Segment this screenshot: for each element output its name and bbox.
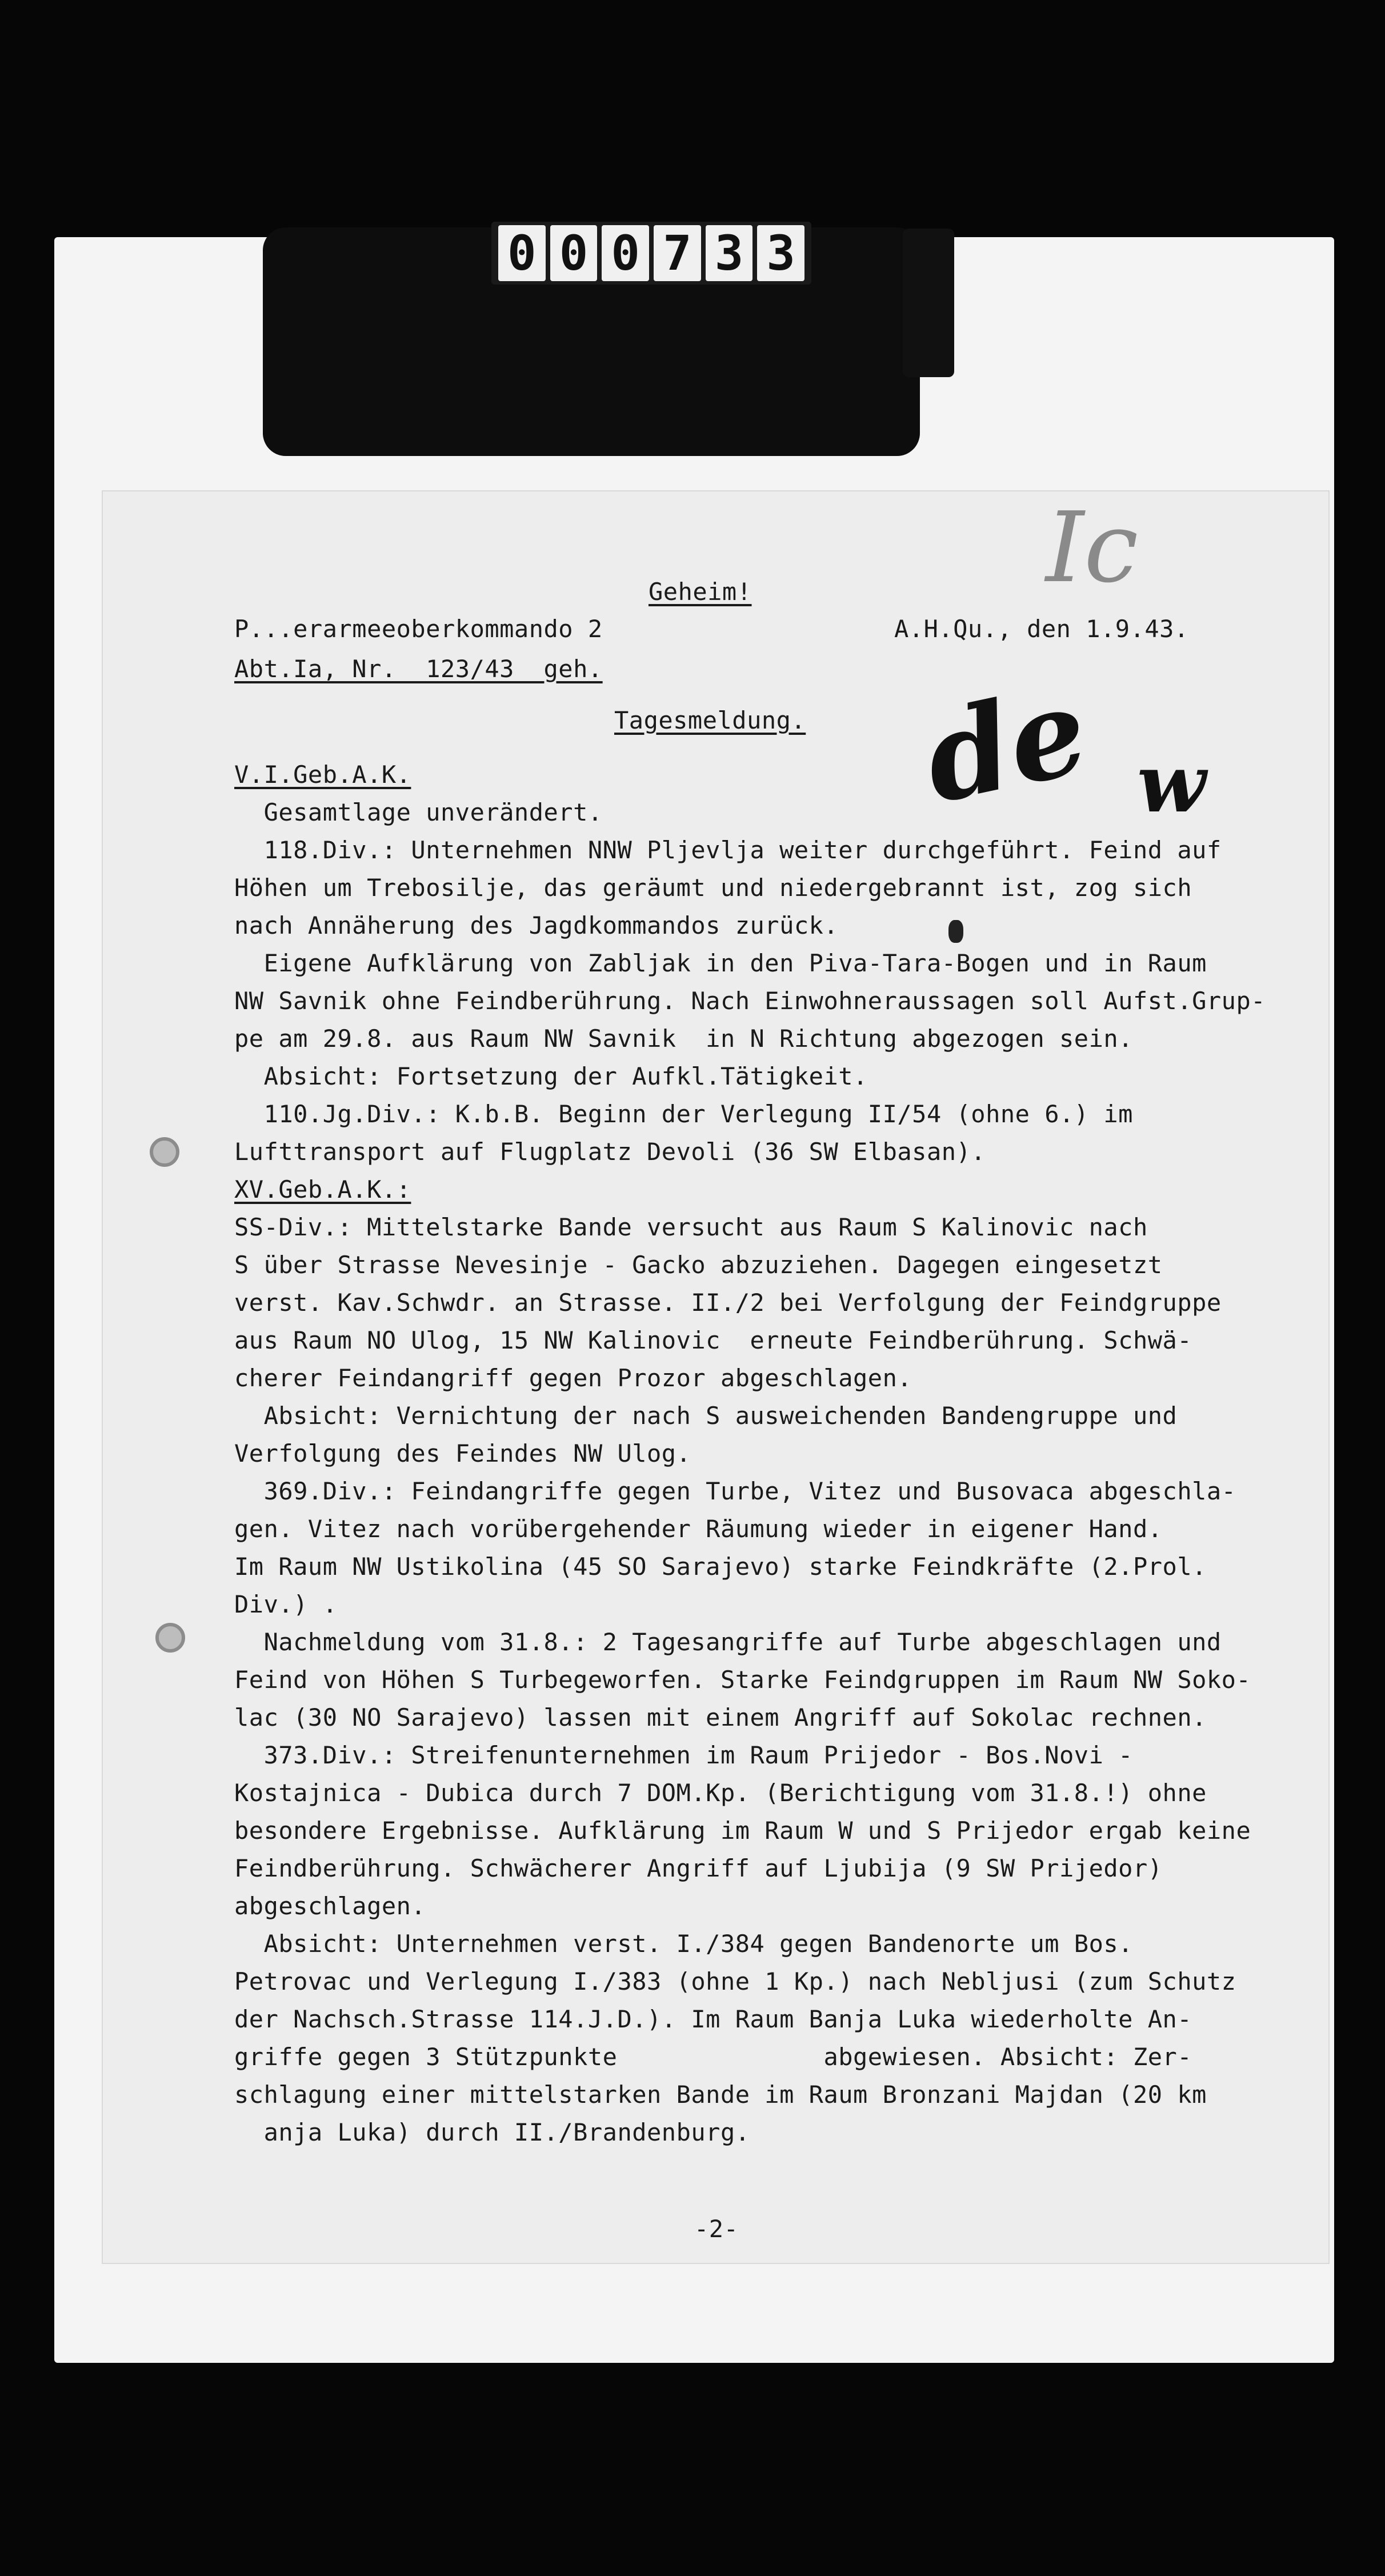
report-line: lac (30 NO Sarajevo) lassen mit einem Angriff auf Sokolac rechnen. xyxy=(234,1703,1207,1731)
report-line: Feind von Höhen S Turbegeworfen. Starke Feindgruppen im Raum NW Soko- xyxy=(234,1666,1251,1694)
report-line: cherer Feindangriff gegen Prozor abgeschlagen. xyxy=(234,1364,912,1392)
handwritten-mark: w xyxy=(1137,737,1206,831)
report-line: SS-Div.: Mittelstarke Bande versucht aus Raum S Kalinovic nach xyxy=(234,1213,1148,1241)
issuing-command: P...erarmeeoberkommando 2 xyxy=(234,615,603,643)
report-line: Höhen um Trebosilje, das geräumt und niedergebrannt ist, zog sich xyxy=(234,874,1192,902)
counter-digit: 0 xyxy=(498,225,546,281)
handwritten-initials: de xyxy=(912,659,1099,831)
report-line: V.I.Geb.A.K. xyxy=(234,761,411,789)
document-title: Tagesmeldung. xyxy=(614,706,806,734)
counter-digit: 3 xyxy=(757,225,804,281)
report-line: Nachmeldung vom 31.8.: 2 Tagesangriffe auf Turbe abgeschlagen und xyxy=(234,1628,1222,1656)
report-line: Kostajnica - Dubica durch 7 DOM.Kp. (Berichtigung vom 31.8.!) ohne xyxy=(234,1779,1207,1807)
ink-blot xyxy=(948,920,963,943)
place-and-date: A.H.Qu., den 1.9.43. xyxy=(894,615,1189,643)
report-line: XV.Geb.A.K.: xyxy=(234,1175,411,1203)
report-line: griffe gegen 3 Stützpunkte abgewiesen. Absicht: Zer- xyxy=(234,2043,1192,2071)
frame-counter-display xyxy=(491,222,811,285)
report-line: S über Strasse Nevesinje - Gacko abzuziehen. Dagegen eingesetzt xyxy=(234,1251,1163,1279)
report-line: anja Luka) durch II./Brandenburg. xyxy=(234,2118,750,2146)
counter-arm xyxy=(903,229,954,377)
report-line: Eigene Aufklärung von Zabljak in den Piva-Tara-Bogen und in Raum xyxy=(234,949,1207,977)
report-line: 369.Div.: Feindangriffe gegen Turbe, Vitez und Busovaca abgeschla- xyxy=(234,1477,1236,1505)
report-line: NW Savnik ohne Feindberührung. Nach Einwohneraussagen soll Aufst.Grup- xyxy=(234,987,1266,1015)
report-line: Div.) . xyxy=(234,1590,338,1618)
report-line: Absicht: Fortsetzung der Aufkl.Tätigkeit. xyxy=(234,1062,868,1090)
classification-heading: Geheim! xyxy=(649,578,752,606)
report-line: nach Annäherung des Jagdkommandos zurück. xyxy=(234,911,839,939)
report-line: Lufttransport auf Flugplatz Devoli (36 SW Elbasan). xyxy=(234,1138,986,1166)
report-line: Absicht: Vernichtung der nach S ausweichenden Bandengruppe und xyxy=(234,1402,1178,1430)
report-line: gen. Vitez nach vorübergehender Räumung wieder in eigener Hand. xyxy=(234,1515,1163,1543)
report-line: Verfolgung des Feindes NW Ulog. xyxy=(234,1439,691,1467)
report-line: Feindberührung. Schwächerer Angriff auf Ljubija (9 SW Prijedor) xyxy=(234,1854,1163,1882)
reference-number: Abt.Ia, Nr. 123/43 geh. xyxy=(234,655,603,683)
report-line: verst. Kav.Schwdr. an Strasse. II./2 bei Verfolgung der Feindgruppe xyxy=(234,1289,1222,1317)
report-line: schlagung einer mittelstarken Bande im Raum Bronzani Majdan (20 km xyxy=(234,2081,1207,2109)
pencil-annotation: Ic xyxy=(1046,491,1139,605)
report-line: Absicht: Unternehmen verst. I./384 gegen Bandenorte um Bos. xyxy=(234,1930,1133,1958)
report-line: 110.Jg.Div.: K.b.B. Beginn der Verlegung II/54 (ohne 6.) im xyxy=(234,1100,1133,1128)
page-number: -2- xyxy=(694,2215,739,2243)
punch-hole xyxy=(155,1623,185,1653)
counter-digit: 0 xyxy=(550,225,598,281)
counter-digit: 7 xyxy=(654,225,701,281)
report-line: 118.Div.: Unternehmen NNW Pljevlja weiter durchgeführt. Feind auf xyxy=(234,836,1222,864)
report-line: 373.Div.: Streifenunternehmen im Raum Prijedor - Bos.Novi - xyxy=(234,1741,1133,1769)
punch-hole xyxy=(150,1137,179,1167)
report-line: der Nachsch.Strasse 114.J.D.). Im Raum Banja Luka wiederholte An- xyxy=(234,2005,1192,2033)
report-line: Gesamtlage unverändert. xyxy=(234,798,603,826)
report-line: pe am 29.8. aus Raum NW Savnik in N Richtung abgezogen sein. xyxy=(234,1025,1133,1053)
report-line: besondere Ergebnisse. Aufklärung im Raum W und S Prijedor ergab keine xyxy=(234,1817,1251,1845)
report-line: Im Raum NW Ustikolina (45 SO Sarajevo) starke Feindkräfte (2.Prol. xyxy=(234,1553,1207,1581)
counter-digit: 3 xyxy=(706,225,753,281)
report-line: abgeschlagen. xyxy=(234,1892,426,1920)
counter-digit: 0 xyxy=(602,225,649,281)
report-line: aus Raum NO Ulog, 15 NW Kalinovic erneute Feindberührung. Schwä- xyxy=(234,1326,1192,1354)
report-line: Petrovac und Verlegung I./383 (ohne 1 Kp.) nach Nebljusi (zum Schutz xyxy=(234,1967,1236,1995)
